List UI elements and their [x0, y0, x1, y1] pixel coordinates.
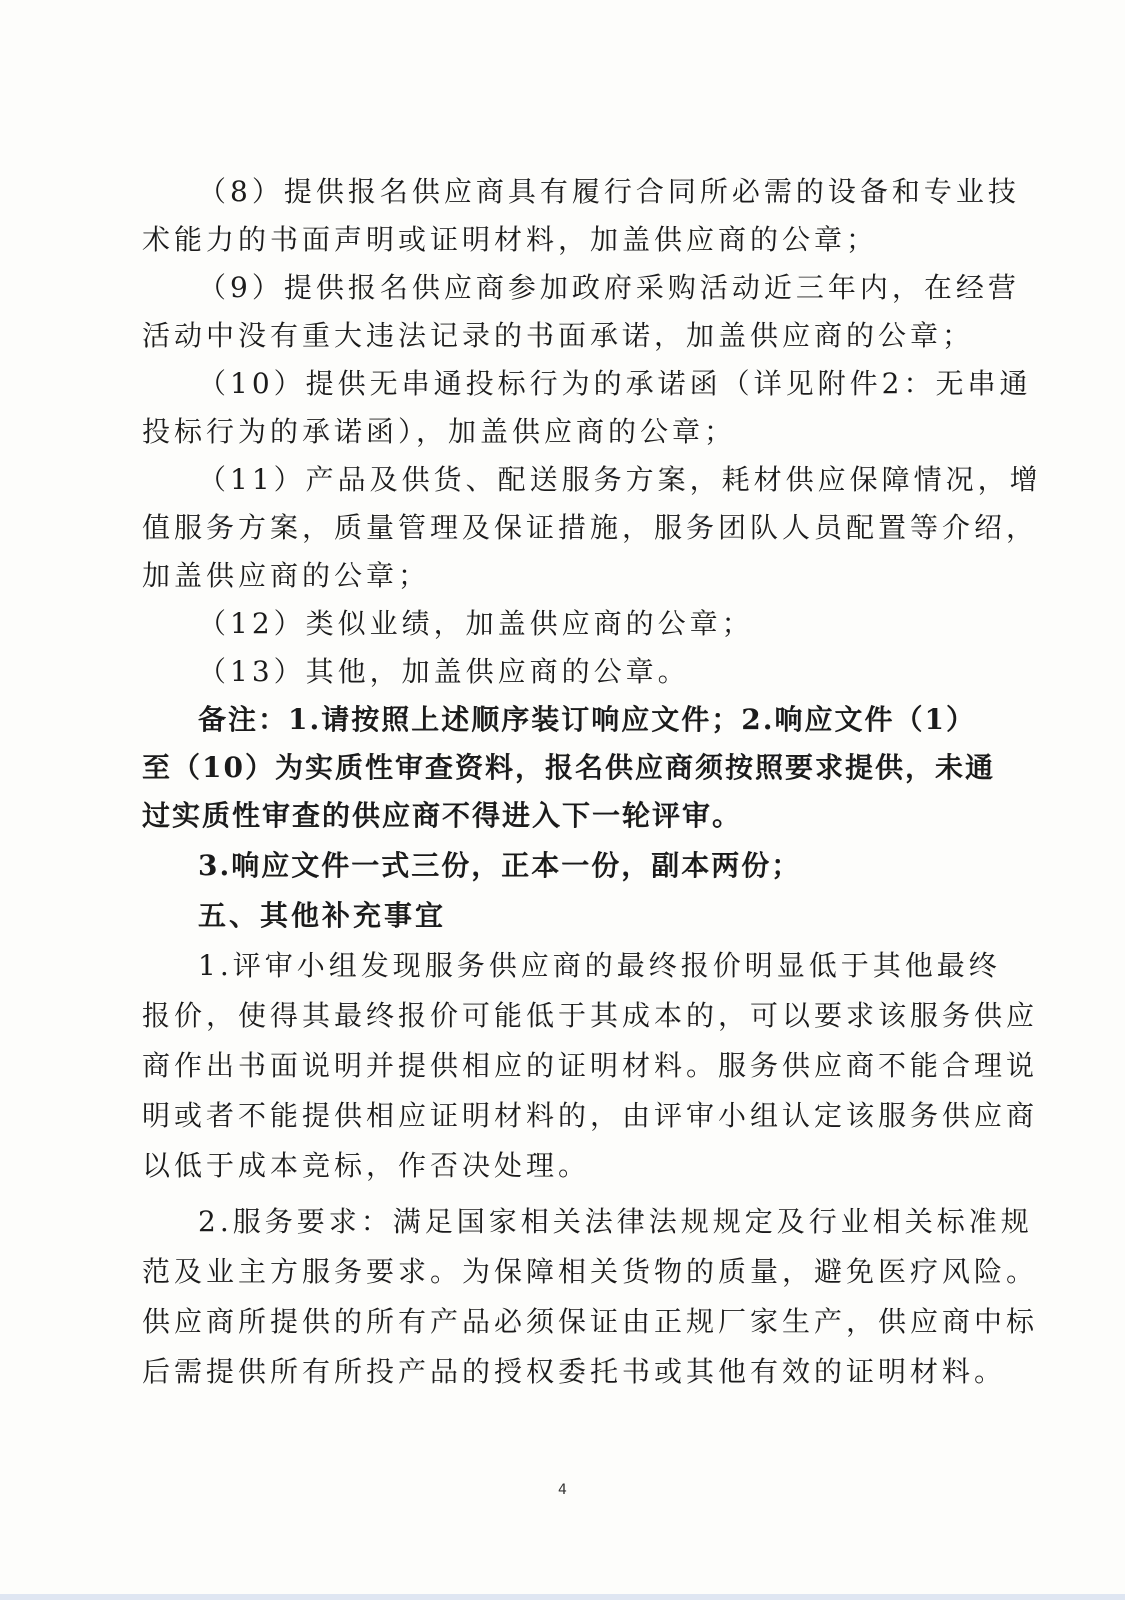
item-10-line-2: 投标行为的承诺函），加盖供应商的公章； — [142, 415, 737, 448]
clause-1-line-3: 商作出书面说明并提供相应的证明材料。服务供应商不能合理说 — [142, 1049, 1039, 1082]
clause-1-line-2: 报价，使得其最终报价可能低于其成本的，可以要求该服务供应 — [142, 999, 1039, 1032]
remark-line-4: 3.响应文件一式三份，正本一份，副本两份； — [198, 849, 802, 882]
clause-1-line-5: 以低于成本竞标，作否决处理。 — [142, 1149, 591, 1182]
clause-1-line-4: 明或者不能提供相应证明材料的，由评审小组认定该服务供应商 — [142, 1099, 1039, 1132]
item-11-line-2: 值服务方案，质量管理及保证措施，服务团队人员配置等介绍， — [142, 511, 1039, 544]
item-12: （12）类似业绩，加盖供应商的公章； — [198, 607, 754, 640]
item-11-line-1: （11）产品及供货、配送服务方案，耗材供应保障情况，增 — [198, 463, 1042, 496]
clause-2-line-4: 后需提供所有所投产品的授权委托书或其他有效的证明材料。 — [142, 1355, 1007, 1388]
item-9-line-1: （9）提供报名供应商参加政府采购活动近三年内，在经营 — [198, 271, 1020, 304]
remark-line-1: 备注：1.请按照上述顺序装订响应文件；2.响应文件（1） — [198, 703, 976, 736]
item-10-line-1: （10）提供无串通投标行为的承诺函（详见附件2：无串通 — [198, 367, 1032, 400]
clause-2-line-1: 2.服务要求：满足国家相关法律法规规定及行业相关标准规 — [198, 1205, 1033, 1238]
clause-2-line-3: 供应商所提供的所有产品必须保证由正规厂家生产，供应商中标 — [142, 1305, 1039, 1338]
section-heading: 五、其他补充事宜 — [198, 899, 447, 932]
clause-1-line-1: 1.评审小组发现服务供应商的最终报价明显低于其他最终 — [198, 949, 1001, 982]
remark-line-2: 至（10）为实质性审查资料，报名供应商须按照要求提供，未通 — [142, 751, 995, 784]
remark-line-3: 过实质性审查的供应商不得进入下一轮评审。 — [142, 799, 743, 832]
clause-2-line-2: 范及业主方服务要求。为保障相关货物的质量，避免医疗风险。 — [142, 1255, 1039, 1288]
item-8-line-2: 术能力的书面声明或证明材料，加盖供应商的公章； — [142, 223, 879, 256]
item-11-line-3: 加盖供应商的公章； — [142, 559, 431, 592]
page-number: 4 — [558, 1482, 567, 1498]
item-9-line-2: 活动中没有重大违法记录的书面承诺，加盖供应商的公章； — [142, 319, 975, 352]
scan-edge — [0, 1594, 1125, 1600]
item-8-line-1: （8）提供报名供应商具有履行合同所必需的设备和专业技 — [198, 175, 1020, 208]
item-13: （13）其他，加盖供应商的公章。 — [198, 655, 690, 688]
